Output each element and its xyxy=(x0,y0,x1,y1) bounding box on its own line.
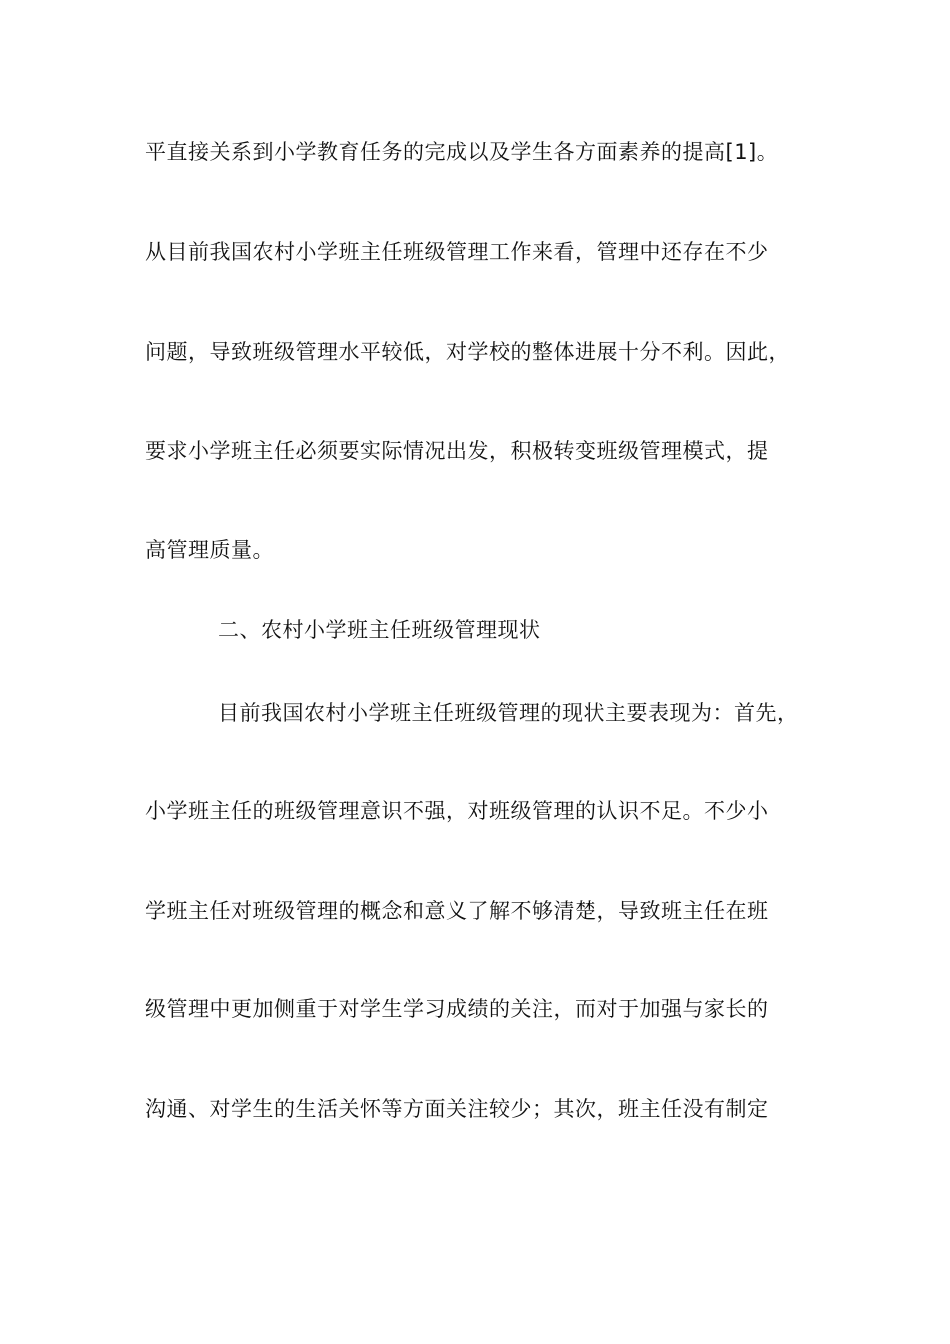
paragraph-line: 高管理质量。 xyxy=(145,538,274,562)
paragraph-line: 从目前我国农村小学班主任班级管理工作来看，管理中还存在不少 xyxy=(145,240,769,264)
paragraph-line: 级管理中更加侧重于对学生学习成绩的关注，而对于加强与家长的 xyxy=(145,997,769,1021)
section-heading: 二、农村小学班主任班级管理现状 xyxy=(218,618,541,642)
paragraph-line: 要求小学班主任必须要实际情况出发，积极转变班级管理模式，提 xyxy=(145,439,769,463)
paragraph-line: 沟通、对学生的生活关怀等方面关注较少；其次，班主任没有制定 xyxy=(145,1097,769,1121)
paragraph-line: 目前我国农村小学班主任班级管理的现状主要表现为：首先， xyxy=(218,701,799,725)
paragraph-line: 平直接关系到小学教育任务的完成以及学生各方面素养的提高[1]。 xyxy=(145,140,779,164)
paragraph-line: 问题，导致班级管理水平较低，对学校的整体进展十分不利。因此， xyxy=(145,340,790,364)
paragraph-line: 小学班主任的班级管理意识不强，对班级管理的认识不足。不少小 xyxy=(145,799,769,823)
paragraph-line: 学班主任对班级管理的概念和意义了解不够清楚，导致班主任在班 xyxy=(145,899,769,923)
